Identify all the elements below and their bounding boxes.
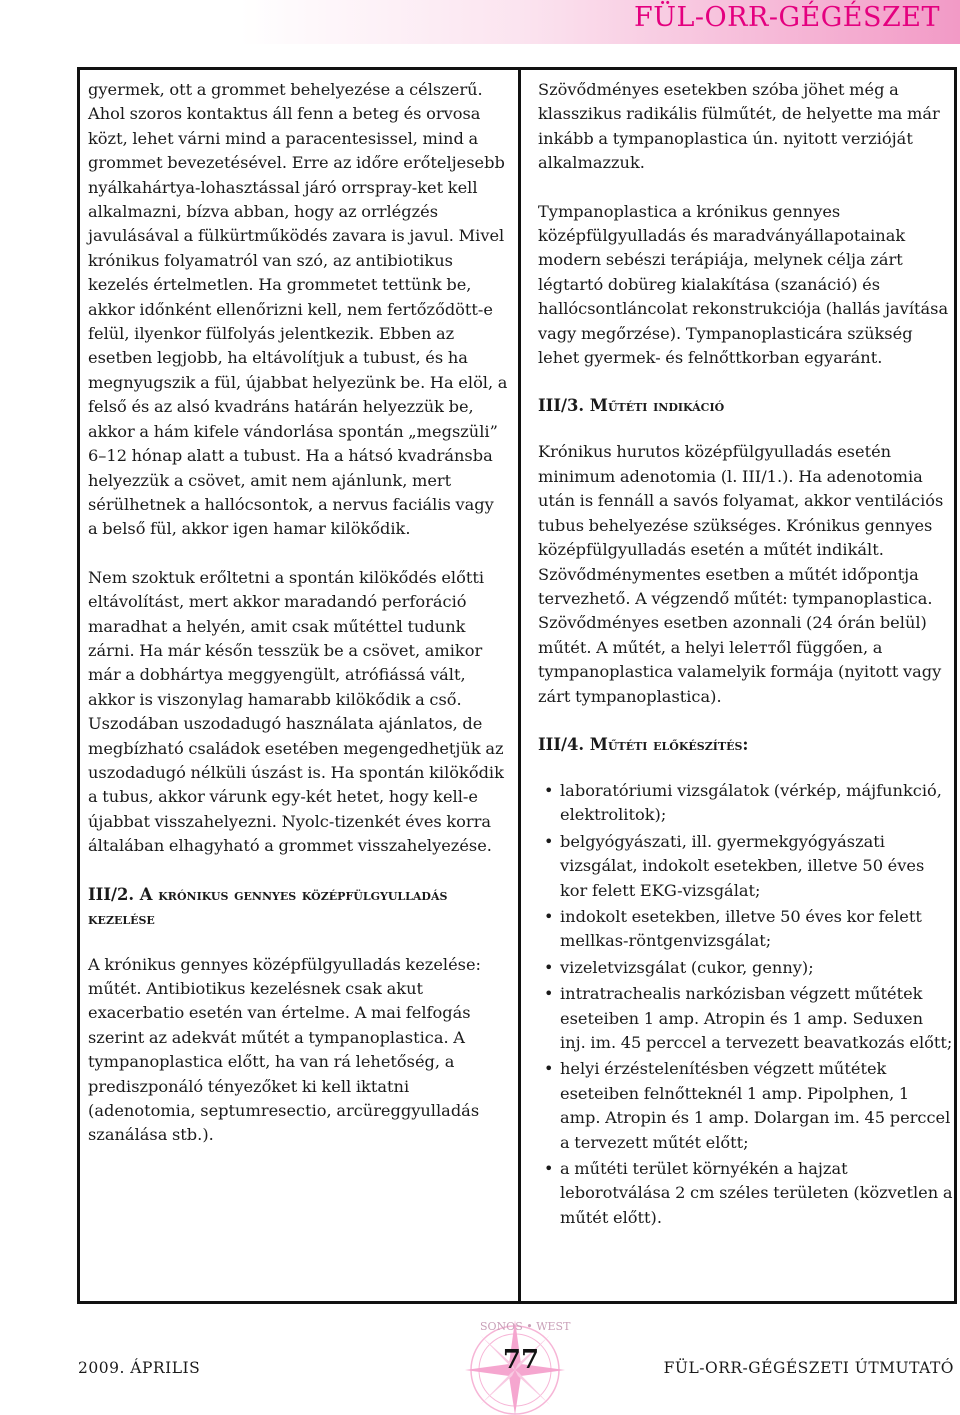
section-heading-iii-4 [538, 733, 953, 757]
preparation-list [538, 779, 953, 1230]
section-heading-iii-3 [538, 394, 953, 418]
heading-number: III/4. M [538, 734, 608, 754]
right-paragraph-1: Szövődményes esetekben szóba jöhet még a klasszikus radikális fülműtét, de helyette ma már inkább a tympanoplastica ún. nyitott verzióját alkalmazzuk. [538, 80, 940, 173]
heading-number: III/2. A [88, 884, 153, 904]
heading-number: III/3. M [538, 396, 608, 416]
list-item: • belgyógyászati, ill. gyermekgyógyászati vizsgálat, indokolt esetekben, illetve 50 éves kor felett EKG-vizsgálat; [538, 830, 953, 903]
heading-text: űtéti indikáció [607, 396, 725, 416]
list-item: • laboratóriumi vizsgálatok (vérkép, májfunkció, elektrolitok); [538, 779, 953, 828]
right-column [538, 78, 953, 1232]
footer-date: 2009. ÁPRILIS [78, 1359, 201, 1377]
left-paragraph-3: A krónikus gennyes középfülgyulladás kezelése: műtét. Antibiotikus kezelésnek csak akut exacerbatio esetén van értelme. A mai felfogás szerint az adekvát műtét a tympanoplastica. A tympanoplastica előtt, ha van rá lehetőség, a prediszponáló tényezőket ki kell iktatni (adenotomia, septumresectio, arcüreggyulladás szanálása stb.). [88, 954, 482, 1145]
left-paragraph-1: gyermek, ott a grommet behelyezése a célszerű. Ahol szoros kontaktus áll fenn a beteg és orvosa közt, lehet várni mind a paracentesissel, mind a grommet bevezetésével. Erre az időre erőteljesebb nyálkahártya-lohasztással járó orrspray-ket kell alkalmazni, bízva abban, hogy az orrlégzés javulásával a fülkürtműködés zavara is javul. Mivel krónikus folyamatról van szó, az antibiotikus kezelés értelmetlen. Ha grommetet tettünk be, akkor időnként ellenőrizni kell, nem fertőződött-e felül, ilyenkor fülfolyás jelentkezik. Ebben az esetben legjobb, ha eltávolítjuk a tubust, és ha megnyugszik a fül, újabbat helyezünk be. Ha elöl, a felső és az alsó kvadráns határán helyezzük be, akkor a hám kifele vándorlása spontán „megszüli” 6–12 hónap alatt a tubust. Ha a hátsó kvadránsba helyezzük a csövet, amit nem ajánlunk, mert sérülhetnek a hallócsontok, a nervus faciális vagy a belső fül, akkor igen hamar kilökődik. [88, 80, 508, 539]
seal-text: SONOS • WEST [480, 1320, 571, 1333]
column-divider [518, 67, 521, 1304]
heading-text: űtéti előkészítés: [607, 734, 749, 754]
section-heading-iii-2 [88, 883, 508, 931]
right-paragraph-2: Tympanoplastica a krónikus gennyes középfülgyulladás és maradványállapotainak modern sebészi terápiája, melynek célja zárt légtartó dobüreg kialakítása (szanáció) és hallócsontláncolat rekonstrukciója (hallás javítása vagy megőrzése). Tympanoplasticára szükség lehet gyermek- és felnőttkorban egyaránt. [538, 201, 949, 368]
list-item: • helyi érzéstelenítésben végzett műtétek eseteiben felnőtteknél 1 amp. Pipolphen, 1 amp. Atropin és 1 amp. Dolargan im. 45 perccel a tervezett műtét előtt; [538, 1057, 953, 1155]
left-paragraph-2: Nem szoktuk erőltetni a spontán kilökődés előtti eltávolítást, mert akkor maradandó perforáció maradhat a helyén, amit csak műtéttel tudunk zárni. Ha már későn tesszük be a csövet, amikor már a dobhártya meggyengült, atrófiássá vált, akkor is viszonylag hamarabb kilökődik a cső. Uszodában uszodadugó használata ajánlatos, de megbízható családok esetében megengedhetjük az uszodadugó nélküli úszást is. Ha spontán kilökődik a tubus, akkor várunk egy-két hetet, hogy kell-e újabbat visszahelyezni. Nyolc-tizenkét éves korra általában elhagyható a grommet visszahelyezése. [88, 567, 504, 856]
heading-text: krónikus gennyes középfülgyulladás kezelése [88, 884, 448, 928]
list-item: • vizeletvizsgálat (cukor, genny); [538, 956, 953, 980]
list-item: • intratrachealis narkózisban végzett műtétek eseteiben 1 amp. Atropin és 1 amp. Seduxen inj. im. 45 perccel a tervezett beavatkozás előtt; [538, 982, 953, 1055]
list-item: • a műtéti terület környékén a hajzat leborotválása 2 cm széles területen (közvetlen a műtét előtt). [538, 1157, 953, 1230]
list-item: • indokolt esetekben, illetve 50 éves kor felett mellkas-röntgenvizsgálat; [538, 905, 953, 954]
left-column [88, 78, 508, 1172]
running-header-title: FÜL-ORR-GÉGÉSZET [634, 2, 940, 33]
footer-publication-title: FÜL-ORR-GÉGÉSZETI ÚTMUTATÓ [663, 1359, 954, 1377]
page-number: 77 [502, 1345, 540, 1375]
right-paragraph-3: Krónikus hurutos középfülgyulladás esetén minimum adenotomia (l. III/1.). Ha adenotomia után is fennáll a savós folyamat, akkor ventilációs tubus behelyezése szükséges. Krónikus gennyes középfülgyulladás esetén a műtét indikált. Szövődménymentes esetben a műtét időpontja tervezhető. A végzendő műtét: tympanoplastica. Szövődményes esetben azonnali (24 órán belül) műtét. A műtét, a helyi leleттől függően, a tympanoplastica valamelyik formája (nyitott vagy zárt tympanoplastica). [538, 442, 944, 706]
